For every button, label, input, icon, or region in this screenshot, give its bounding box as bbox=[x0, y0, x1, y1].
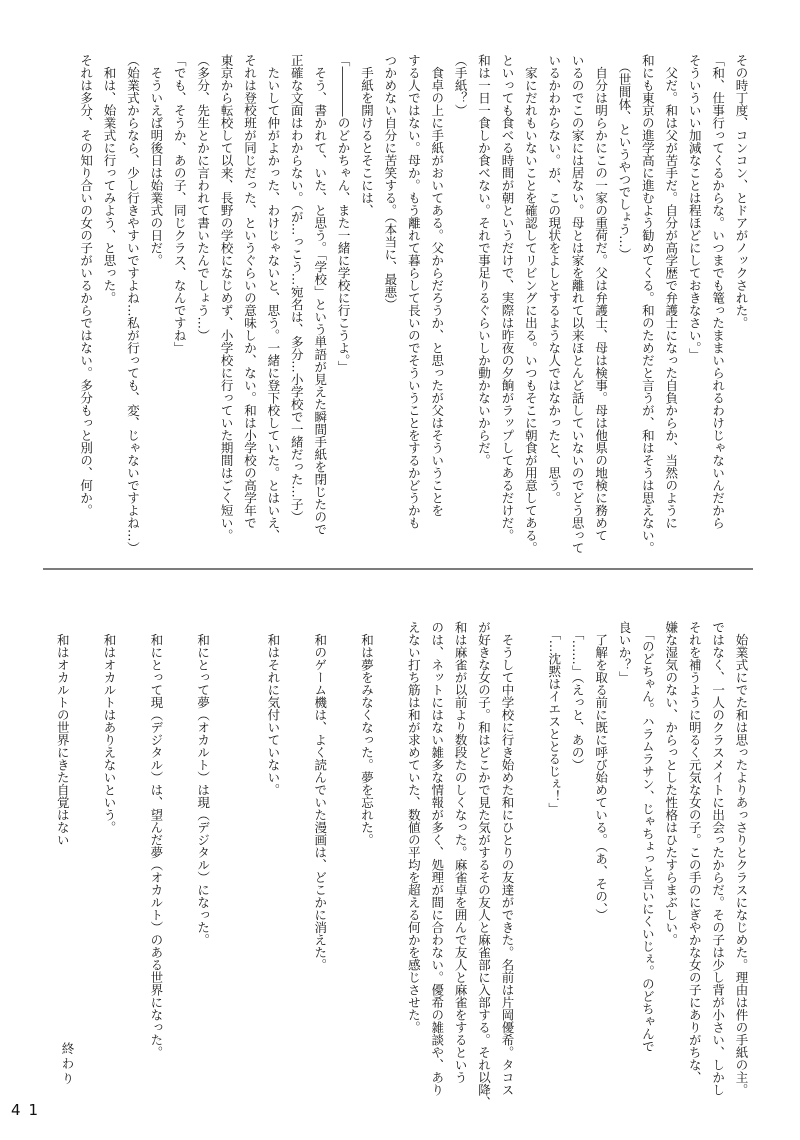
text-line: が好きな女の子。和はどこかで見た気がするその友人と麻雀部に入部する。それ以降、 bbox=[476, 621, 492, 1109]
text-line: えない打ち筋は和が求めていた、数値の平均を超える何かを感じさせた。 bbox=[406, 621, 422, 1034]
text-line: のは、ネットにはない雑多な情報が多く、処理が間に合わない。優希の雑談や、あり bbox=[429, 621, 445, 1096]
text-line: 了解を取る前に既に呼び始めている。（あ、その、） bbox=[593, 621, 609, 921]
text-line: 「でも、そうか、あの子、同じクラス、なんですね」 bbox=[172, 54, 188, 354]
text-line: そういえば明後日は始業式の日だ。 bbox=[148, 54, 164, 267]
text-line bbox=[74, 621, 97, 1123]
text-line: 和にとって夢（オカルト）は現（デジタル）になった。 bbox=[195, 621, 211, 946]
text-line: 和にも東京の進学高に進むよう勧めてくる。和のためだと言うが、和はそうは思えない。 bbox=[640, 54, 656, 554]
text-line: 和は、始業式に行ってみよう、と思った。 bbox=[102, 54, 118, 304]
text-line: （始業式からなら、少し行きやすいですよね…私が行っても、変、じゃないですよね…） bbox=[125, 54, 141, 554]
bottom-text-block bbox=[51, 621, 753, 1123]
text-line bbox=[379, 621, 402, 1123]
text-line bbox=[168, 621, 191, 1123]
text-line bbox=[332, 621, 355, 1123]
text-line: （手紙？） bbox=[453, 54, 469, 117]
text-line: 自分は明らかにこの一家の重荷だ。父は弁護士、母は検事。母は他県の地検に務めて bbox=[593, 54, 609, 542]
text-line: それを補うように明るく元気な女の子。この手のにぎやかな女の子にありがちな、 bbox=[687, 621, 703, 1084]
text-line: それは登校班が同じだった、というぐらいの意味しか、ない。和は小学校の高学年で bbox=[242, 54, 258, 529]
ending-label: 終わり bbox=[60, 1042, 75, 1087]
text-line: 「――――のどかちゃん、また一緒に学校に行こうよ。」 bbox=[336, 54, 352, 373]
text-line: 和は夢をみなくなった。夢を忘れた。 bbox=[359, 621, 375, 846]
text-line: 「のどちゃん。ハラムラサン、じゃちょっと言いにくいじぇ。のどちゃんで bbox=[640, 621, 656, 1053]
text-line bbox=[285, 621, 308, 1123]
text-line: 始業式にでた和は思ったよりあっさりとクラスになじめた。理由は件の手紙の主。 bbox=[734, 621, 749, 1096]
text-line: それは多分、その知り合いの女の子がいるからではない。多分もっと別の、何か。 bbox=[78, 54, 94, 517]
text-line: 良いか？」 bbox=[616, 621, 632, 684]
text-line bbox=[519, 621, 542, 1123]
text-line: たいして仲がよかった、わけじゃないと、思う。一緒に登下校していた。とはいえ、 bbox=[265, 54, 281, 542]
text-line: 食卓の上に手紙がおいてある。父からだろうか、と思ったが父はそういうことを bbox=[429, 54, 445, 517]
text-line: 和は一日一食しか食べない。それで事足りるぐらいしか動かないからだ。 bbox=[476, 54, 492, 467]
text-line: 東京から転校して以来、長野の学校になじめず、小学校に行っていた期間はごく短い。 bbox=[219, 54, 235, 542]
text-line: 和はそれに気付いていない。 bbox=[265, 621, 281, 796]
text-line: その時丁度、コンコン、とドアがノックされた。 bbox=[734, 54, 749, 329]
text-line: 父だ。和は父が苦手だ。自分が高学歴で弁護士になった自負からか、当然のように bbox=[663, 54, 679, 529]
text-line: 和はオカルトはありえないという。 bbox=[102, 621, 118, 834]
text-line: 嫌な湿気のない、からっとした性格はひたすらまぶしい。 bbox=[663, 621, 679, 946]
text-line: そう、書かれて、いた、と思う。「学校」という単語が見えた瞬間手紙を閉じたので bbox=[312, 54, 328, 536]
text-line bbox=[238, 621, 261, 1123]
section-divider bbox=[43, 568, 753, 570]
text-line bbox=[121, 621, 144, 1123]
text-line: 和は麻雀が以前より数段たのしくなった。麻雀卓を囲んで友人と麻雀をするという bbox=[453, 621, 469, 1084]
text-line: 和にとって現（デジタル）は、望んだ夢（オカルト）のある世界になった。 bbox=[148, 621, 164, 1059]
text-line: （世間体、というやつでしょう…） bbox=[616, 54, 632, 261]
text-line bbox=[215, 621, 238, 1123]
text-line: 和のゲーム機は、よく読んでいた漫画は、どこかに消えた。 bbox=[312, 621, 328, 971]
page-number: 41 bbox=[11, 1101, 47, 1119]
text-line: そういういい加減なことは程ほどにしておきなさい。」 bbox=[687, 54, 703, 361]
text-line: 「…沈黙はイエスととるじぇ！」 bbox=[546, 621, 562, 815]
text-line: （多分、先生とかに言われて書いたんでしょう…） bbox=[195, 54, 211, 342]
text-line: する人ではない。母か。もう離れて暮らして長いのでそういうことをするかどうかも bbox=[406, 54, 422, 529]
text-line: ではなく、一人のクラスメイトに出会ったからだ。その子は少し背が小さい、しかし bbox=[710, 621, 726, 1096]
text-line: いるかわからない。が、この現状をよしとするような人ではなかったと、思う。 bbox=[546, 54, 562, 504]
text-line: 家にだれもいないことを確認してリビングに出る。いつもそこに朝食が用意してある。 bbox=[523, 54, 539, 554]
text-line: そうして中学校に行き始めた和にひとりの友達ができた。名前は片岡優希。タコス bbox=[499, 621, 515, 1096]
top-text-block bbox=[74, 54, 753, 566]
text-line: 正確な文面はわからない。（が…っこう…宛名は、多分…小学校で一緒だった…子） bbox=[289, 54, 305, 523]
text-line: 「……」（えっと、あの） bbox=[570, 621, 586, 771]
text-line: つかめない自分に苦笑する。（本当に、最悪） bbox=[382, 54, 398, 311]
text-line: いるのでこの家には居ない。母とは家を離れて以来ほとんど話していないのでどう思って bbox=[570, 54, 586, 554]
text-line: 和はオカルトの世界にきた自覚はない bbox=[55, 621, 71, 846]
text-line: 手紙を開けるとそこには、 bbox=[359, 54, 375, 217]
text-line: 「和、仕事行ってくるからな。いつまでも篭ったままいられるわけじゃないんだから bbox=[710, 54, 726, 529]
text-line: といっても食べる時間が朝というだけで、実際は昨夜の夕餉がラップしてあるだけだ。 bbox=[499, 54, 515, 542]
